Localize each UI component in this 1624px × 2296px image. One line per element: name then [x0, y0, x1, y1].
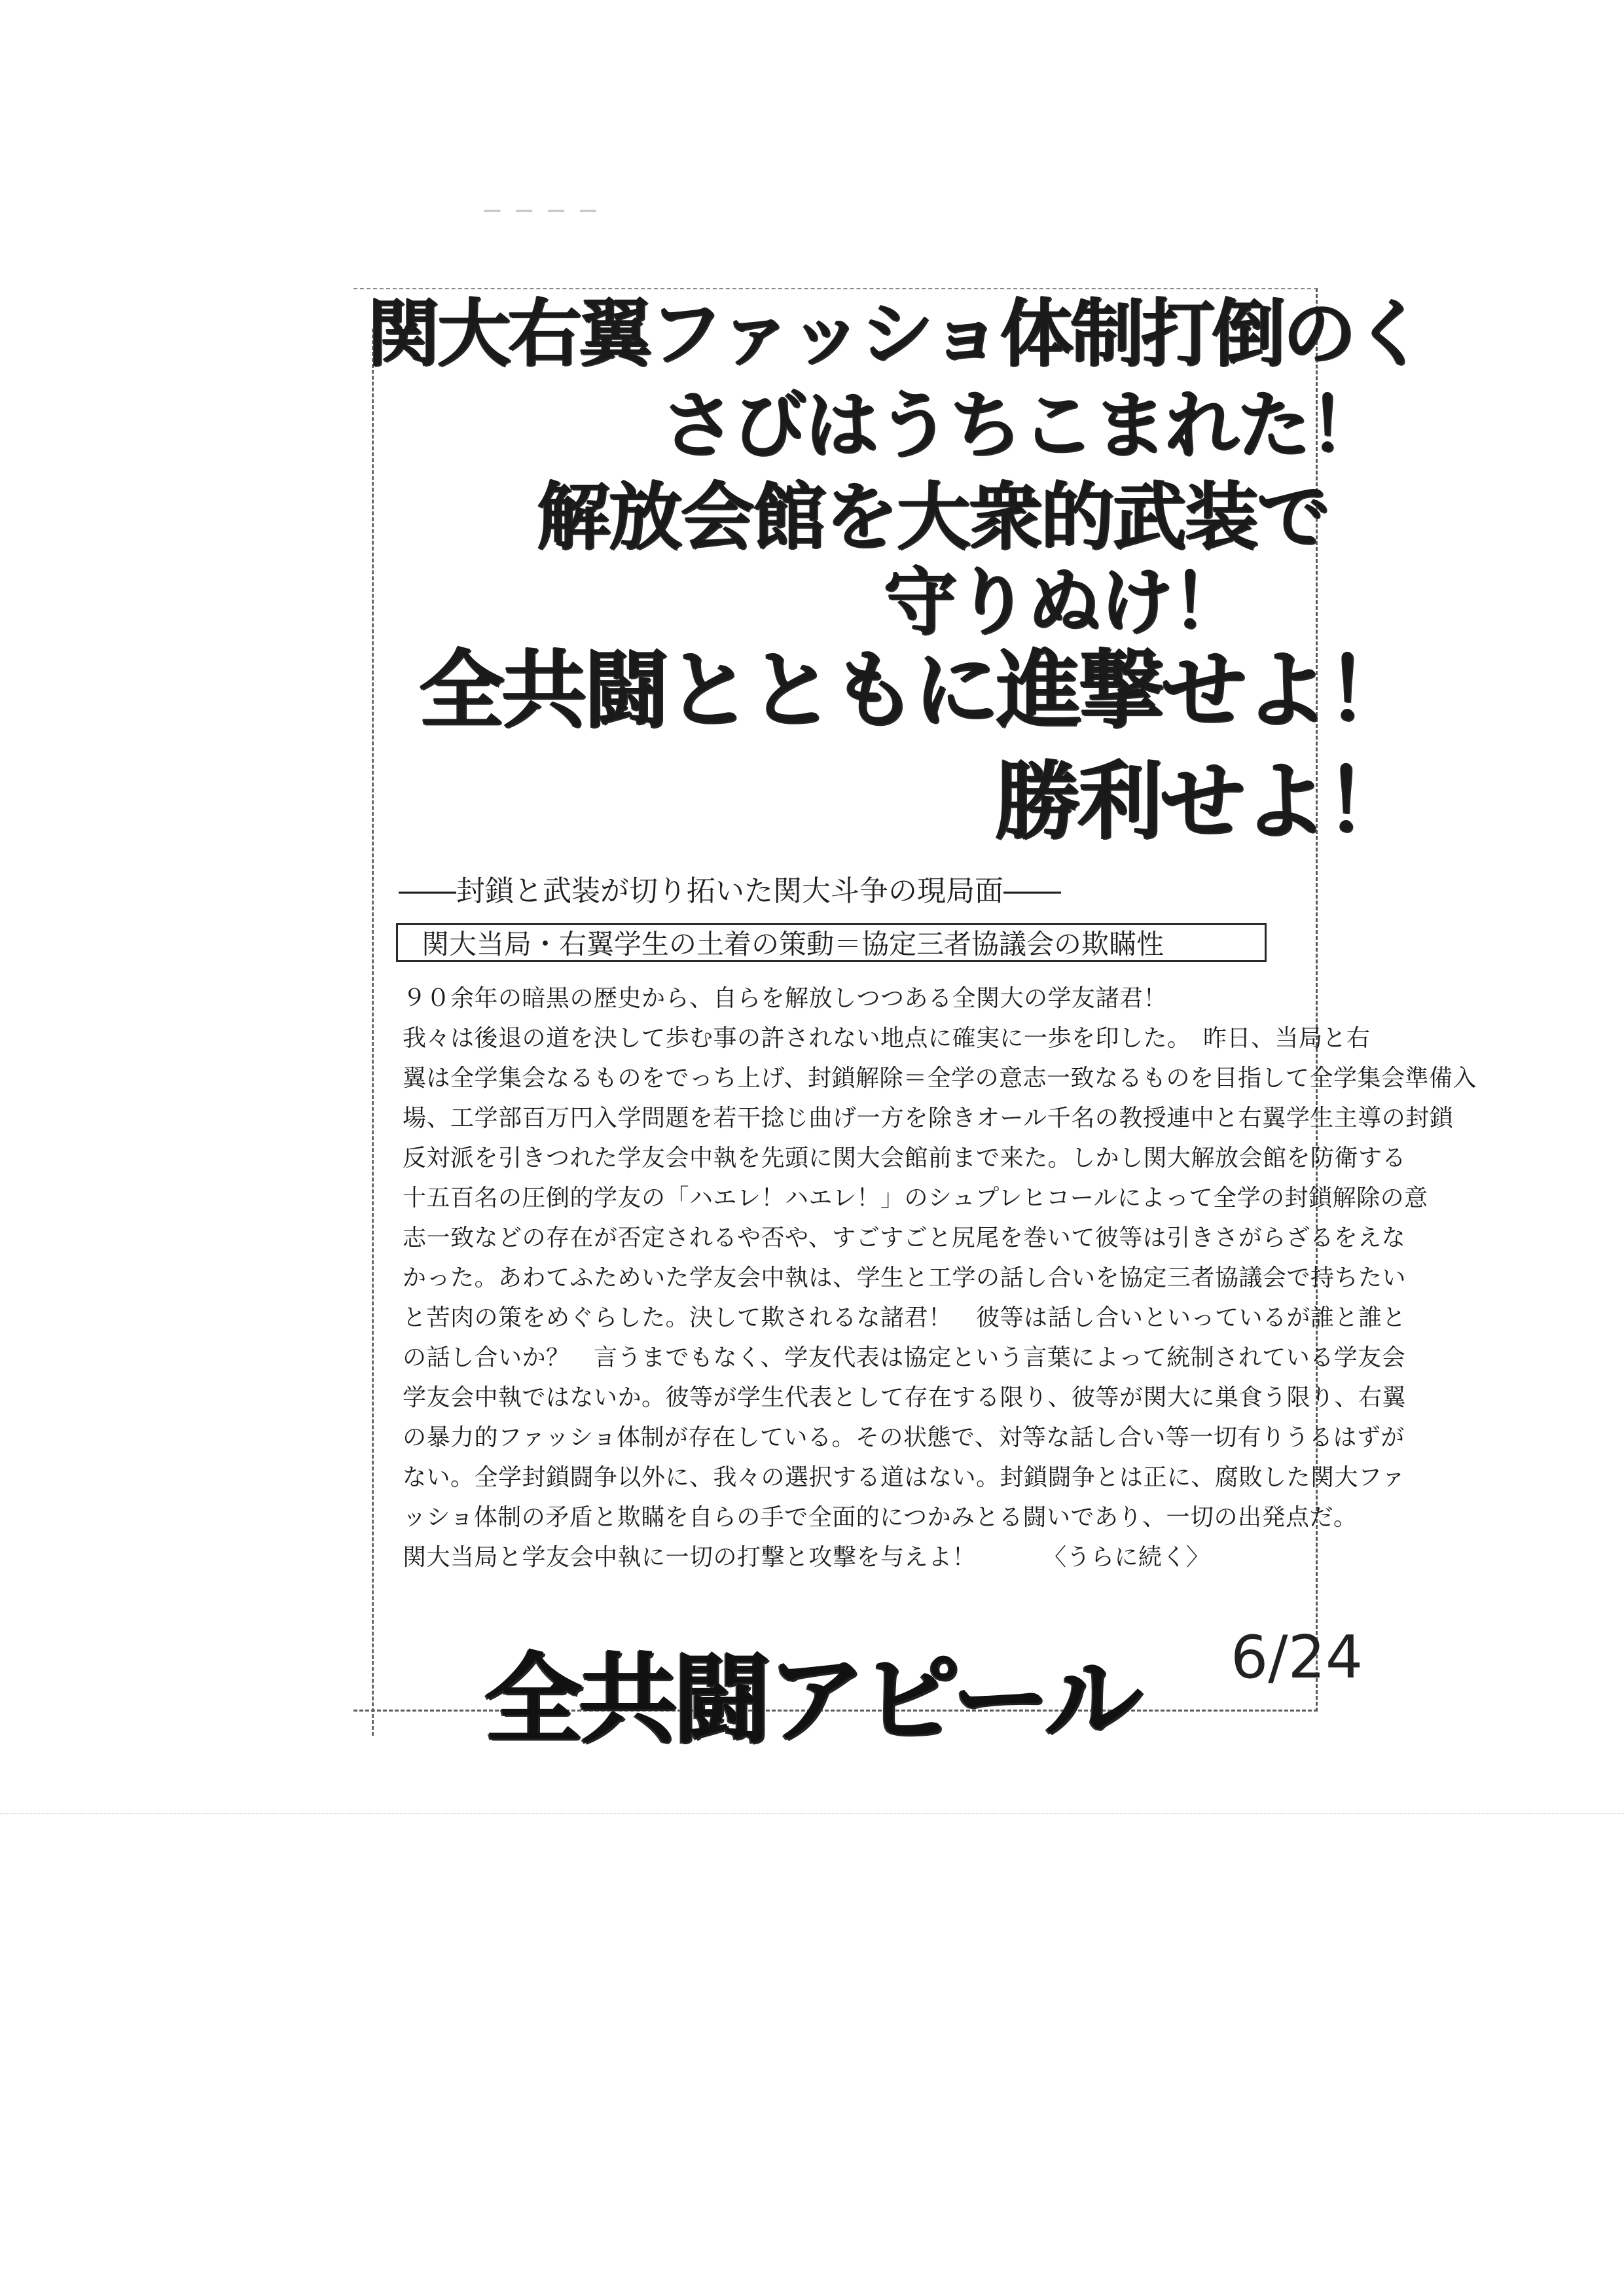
body-line: かった。あわてふためいた学友会中執は、学生と工学の話し合いを協定三者協議会で持ちたい [403, 1265, 1407, 1291]
body-line: 学友会中執ではないか。彼等が学生代表として存在する限り、彼等が関大に巣食う限り、右翼 [403, 1384, 1407, 1411]
closing-text: 関大当局と学友会中執に一切の打撃と攻撃を与えよ！ [403, 1544, 977, 1571]
body-line: 十五百名の圧倒的学友の「ハエレ！ハエレ！」のシュプレヒコールによって全学の封鎖解除の意 [403, 1185, 1428, 1211]
body-line: 反対派を引きつれた学友会中執を先頭に関大会館前まで来た。しかし関大解放会館を防衛する [403, 1145, 1407, 1172]
scan-noise-line [0, 1813, 1624, 1840]
headline-line-1: 関大右翼ファッショ体制打倒のく [367, 291, 1424, 376]
body-text [403, 978, 1477, 1577]
continued-note: 〈うらに続く〉 [1042, 1544, 1210, 1571]
body-line: の暴力的ファッショ体制が存在している。その状態で、対等な話し合い等一切有りうるはずが [403, 1424, 1405, 1451]
body-line: 志一致などの存在が否定されるや否や、すごすごと尻尾を巻いて彼等は引きさがらざるをえな [403, 1225, 1406, 1251]
body-line: 場、工学部百万円入学問題を若干捻じ曲げ一方を除きオール千名の教授連中と右翼学生主導の封鎖 [403, 1105, 1454, 1132]
headline-line-3: 解放会館を大衆的武装で [537, 475, 1329, 560]
body-line: ッショ体制の矛盾と欺瞞を自らの手で全面的につかみとる闘いであり、一切の出発点だ。 [403, 1504, 1358, 1531]
headline-line-5: 全共闘とともに進撃せよ！ [419, 640, 1409, 740]
headline-line-6: 勝利せよ！ [995, 751, 1408, 851]
body-line: の話し合いか？ 言うまでもなく、学友代表は協定という言葉によって統制されている学友会 [403, 1344, 1406, 1371]
body-line: と苦肉の策をめぐらした。決して欺されるな諸君！ 彼等は話し合いといっているが誰と誰と [403, 1304, 1407, 1331]
headline-line-4: 守りぬけ！ [884, 560, 1244, 645]
subheading: ――封鎖と武装が切り拓いた関大斗争の現局面―― [399, 874, 1061, 908]
body-line: ９０余年の暗黒の歴史から、自らを解放しつつある全関大の学友諸君！ [403, 985, 1168, 1012]
headline-line-2: さびはうちこまれた！ [661, 383, 1381, 468]
footer-title: 全共闘アピール [484, 1643, 1139, 1757]
faint-stamp-mark: ─ ─ ─ ─ [484, 196, 600, 226]
closing-line [403, 1537, 1273, 1577]
date-handwritten: 6/24 [1231, 1623, 1363, 1692]
body-line: 我々は後退の道を決して歩む事の許されない地点に確実に一歩を印した。 昨日、当局と右 [403, 1025, 1371, 1052]
body-line: ない。全学封鎖闘争以外に、我々の選択する道はない。封鎖闘争とは正に、腐敗した関大ファ [403, 1464, 1406, 1491]
body-line: 翼は全学集会なるものをでっち上げ、封鎖解除＝全学の意志一致なるものを目指して全学集会準備入 [403, 1065, 1477, 1092]
lead-box: 関大当局・右翼学生の土着の策動＝協定三者協議会の欺瞞性 [396, 923, 1267, 962]
